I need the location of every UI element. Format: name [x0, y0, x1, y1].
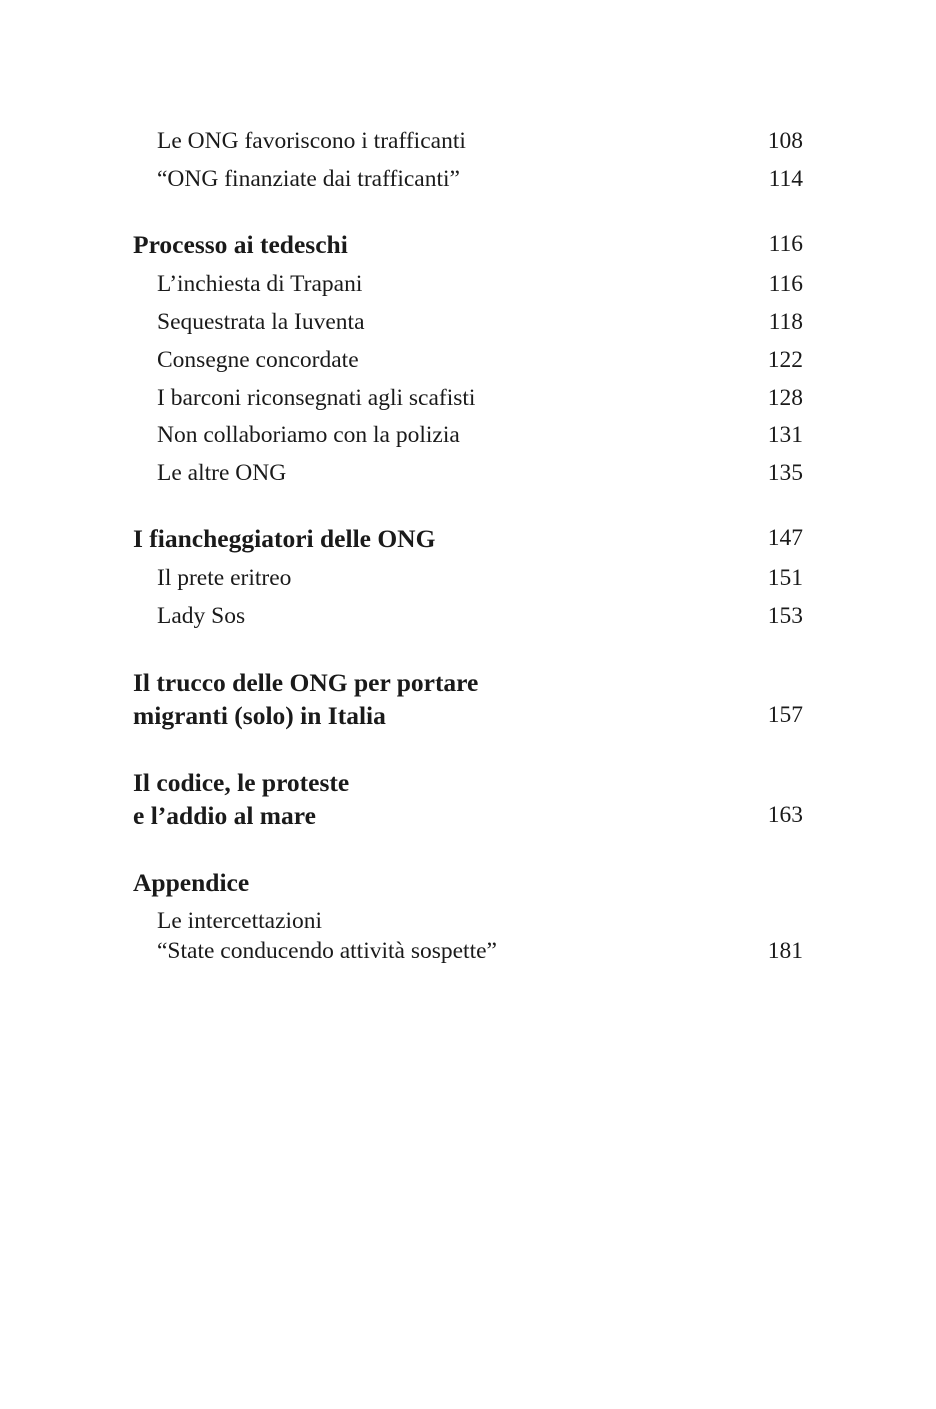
- toc-entry: [133, 383, 803, 413]
- toc-entry-title: Sequestrata la Iuventa: [157, 309, 365, 335]
- toc-entry: [133, 906, 803, 966]
- toc-entry-page: 151: [767, 565, 803, 591]
- toc-entry-title: Le altre ONG: [157, 460, 287, 486]
- toc-chapter-title: Appendice: [133, 868, 250, 897]
- toc-entry: [133, 345, 803, 375]
- toc-entry-page: 181: [767, 938, 803, 964]
- toc-chapter-title: Processo ai tedeschi: [133, 230, 348, 259]
- toc-chapter-title-line: Il trucco delle ONG per portare: [133, 668, 479, 697]
- toc-entry-page: 116: [768, 271, 803, 297]
- toc-chapter: [133, 228, 803, 261]
- toc-entry-title: I barconi riconsegnati agli scafisti: [157, 385, 476, 411]
- toc-entry-page: 128: [767, 385, 803, 411]
- toc-chapter: [133, 866, 803, 899]
- toc-entry-title: Il prete eritreo: [157, 565, 292, 591]
- toc-entry-page: 114: [768, 166, 803, 192]
- toc-chapter: [133, 522, 803, 555]
- toc-entry-page: 131: [767, 422, 803, 448]
- toc-entry: [133, 458, 803, 488]
- toc-entry: [133, 601, 803, 631]
- toc-entry: [133, 126, 803, 156]
- toc-entry-title-line: Le intercettazioni: [157, 908, 323, 934]
- toc-chapter-title-line: e l’addio al mare: [133, 801, 316, 830]
- toc-chapter-title: I fiancheggiatori delle ONG: [133, 524, 436, 553]
- toc-chapter-page: 116: [768, 231, 803, 257]
- toc-chapter-title: [133, 666, 478, 732]
- toc-chapter: [133, 666, 803, 732]
- toc-entry-title: Consegne concordate: [157, 347, 359, 373]
- toc-entry-title: [133, 906, 497, 966]
- toc-chapter: [133, 766, 803, 832]
- toc-entry-page: 118: [768, 309, 803, 335]
- toc-chapter-page: 147: [767, 525, 803, 551]
- toc-entry: [133, 563, 803, 593]
- toc-chapter-page: 163: [767, 802, 803, 828]
- toc-entry-title: Non collaboriamo con la polizia: [157, 422, 460, 448]
- toc-entry: [133, 420, 803, 450]
- toc-entry: [133, 307, 803, 337]
- toc-chapter-title: [133, 766, 349, 832]
- toc-entry-page: 108: [767, 128, 803, 154]
- toc-chapter-page: 157: [767, 702, 803, 728]
- toc-entry-title: Le ONG favoriscono i trafficanti: [157, 128, 466, 154]
- toc-chapter-title-line: Il codice, le proteste: [133, 768, 350, 797]
- toc-entry-page: 122: [767, 347, 803, 373]
- toc-entry-title: “ONG finanziate dai trafficanti”: [157, 166, 460, 192]
- toc-entry: [133, 269, 803, 299]
- toc-entry-page: 135: [767, 460, 803, 486]
- toc-chapter-title-line: migranti (solo) in Italia: [133, 701, 386, 730]
- toc-entry-title: L’inchiesta di Trapani: [157, 271, 363, 297]
- toc-entry-title: Lady Sos: [157, 603, 246, 629]
- toc-entry-page: 153: [767, 603, 803, 629]
- toc-entry-title-line: “State conducendo attività sospette”: [157, 938, 497, 964]
- toc-entry: [133, 164, 803, 194]
